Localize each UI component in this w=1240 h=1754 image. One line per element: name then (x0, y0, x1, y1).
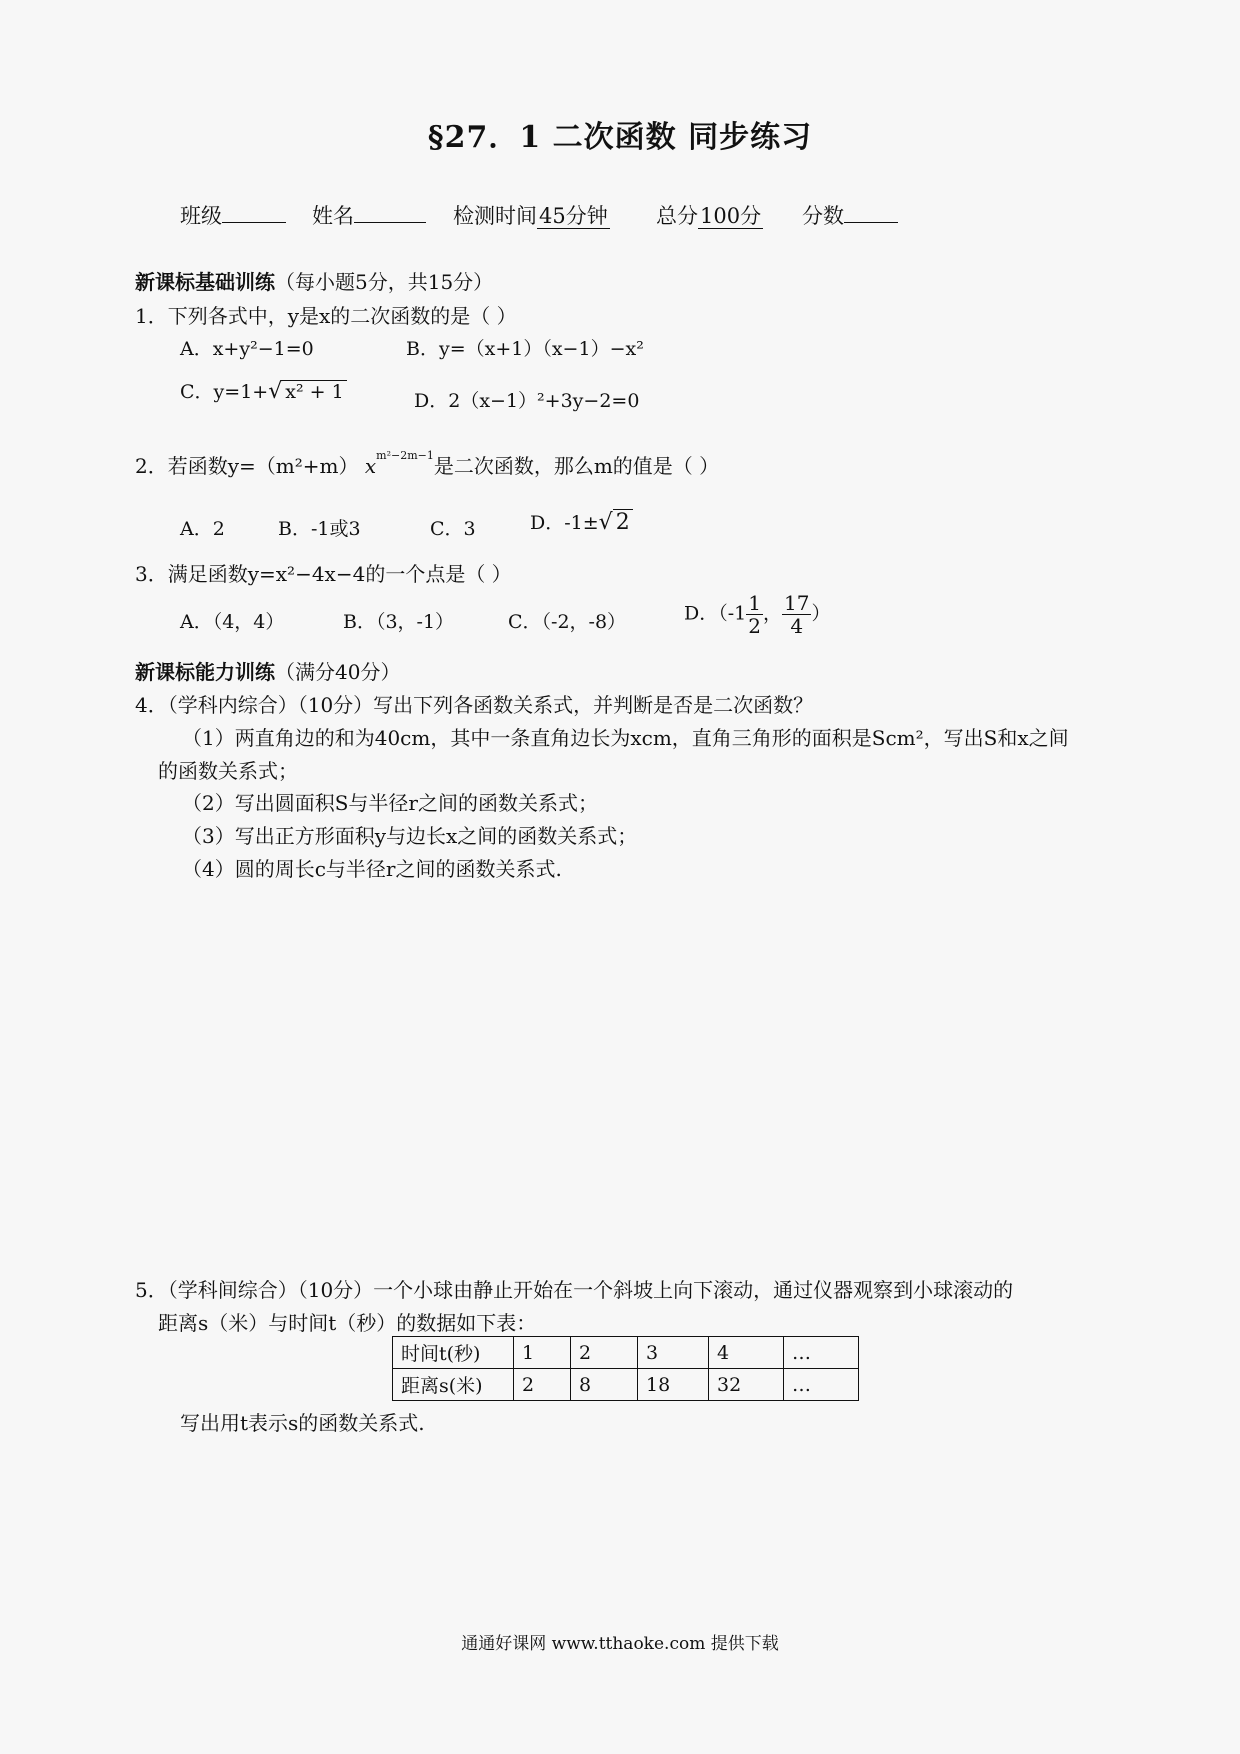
time-label: 检测时间 (453, 204, 537, 228)
question-4-part-4: （4）圆的周长c与半径r之间的函数关系式. (182, 857, 562, 881)
question-2-option-b: B．-1或3 (278, 518, 361, 540)
section-ability-title: 新课标能力训练 (135, 660, 275, 684)
section-basic-note: （每小题5分，共15分） (275, 270, 494, 294)
table-cell: 1 (514, 1337, 571, 1369)
question-4-part-1-line-2: 的函数关系式； (158, 759, 298, 783)
question-1-option-d: D．2（x−1）²+3y−2=0 (414, 390, 640, 412)
question-4-part-3: （3）写出正方形面积y与边长x之间的函数关系式； (182, 824, 638, 848)
fraction-seventeen-quarters (782, 592, 811, 637)
total-value: 100分 (700, 204, 762, 228)
time-value: 45分钟 (539, 204, 608, 228)
table-row-label: 距离s(米) (393, 1369, 514, 1401)
section-ability-note: （满分40分） (275, 660, 401, 684)
fraction-numerator: 1 (748, 591, 761, 615)
question-3-option-c: C．（-2，-8） (508, 611, 627, 633)
table-cell: 18 (638, 1369, 709, 1401)
section-ability-heading (135, 656, 400, 685)
question-2-stem-suffix: 是二次函数，那么m的值是（ ） (433, 454, 720, 478)
table-row-label: 时间t(秒) (393, 1337, 514, 1369)
page-title: §27．1 二次函数 同步练习 (427, 120, 813, 155)
question-3-option-d-open: D．（-1 (684, 602, 747, 625)
question-1-option-b: B．y=（x+1）（x−1）−x² (406, 338, 644, 360)
score-blank (844, 202, 898, 223)
total-field (656, 200, 763, 230)
question-2-option-d-prefix: D．-1± (530, 512, 599, 534)
table-cell: 2 (571, 1337, 638, 1369)
table-cell: 4 (709, 1337, 784, 1369)
question-2-option-d-radicand: 2 (613, 509, 633, 535)
question-5-stem-line-2: 距离s（米）与时间t（秒）的数据如下表： (158, 1311, 537, 1335)
question-1-option-c-prefix: C．y=1+ (180, 381, 269, 403)
question-2-stem (135, 450, 719, 479)
fraction-numerator: 17 (784, 591, 810, 615)
question-2-option-d (530, 508, 633, 535)
question-2-base: x (364, 454, 377, 478)
question-3-option-a: A．（4，4） (180, 611, 285, 633)
question-3-option-d (684, 592, 830, 637)
fraction-one-half (746, 592, 763, 637)
table-cell: … (784, 1369, 859, 1401)
table-row (393, 1337, 859, 1369)
question-1-option-a: A．x+y²−1=0 (180, 338, 314, 360)
sqrt-sign: √ (268, 379, 283, 404)
question-2-option-c: C．3 (430, 518, 476, 540)
name-field (312, 200, 426, 230)
name-label: 姓名 (312, 204, 354, 228)
class-blank (222, 202, 286, 223)
table-cell: … (784, 1337, 859, 1369)
score-field (802, 200, 898, 230)
section-basic-title: 新课标基础训练 (135, 270, 275, 294)
question-3-option-d-close: ） (811, 602, 831, 625)
total-label: 总分 (656, 204, 698, 228)
table-row (393, 1369, 859, 1401)
class-field (180, 200, 286, 230)
question-4-part-1-line-1: （1）两直角边的和为40cm，其中一条直角边长为xcm，直角三角形的面积是Scm²，写出S和x之间 (182, 726, 1069, 750)
question-1-option-c-radicand: x² + 1 (282, 380, 346, 403)
fraction-denominator: 2 (748, 614, 761, 638)
question-5-instruction: 写出用t表示s的函数关系式. (180, 1411, 425, 1435)
question-1-option-c (180, 377, 347, 404)
table-cell: 8 (571, 1369, 638, 1401)
question-3-option-b: B．（3，-1） (343, 611, 455, 633)
question-3-stem: 3．满足函数y=x²−4x−4的一个点是（ ） (135, 562, 512, 586)
page-footer: 通通好课网 www.tthaoke.com 提供下载 (461, 1634, 779, 1654)
question-4-part-2: （2）写出圆面积S与半径r之间的函数关系式； (182, 791, 598, 815)
question-2-exponent: m²−2m−1 (376, 449, 434, 462)
sqrt-sign: √ (598, 510, 613, 535)
question-3-option-d-sep: ， (762, 602, 782, 625)
question-4-stem: 4．（学科内综合）（10分）写出下列各函数关系式，并判断是否是二次函数？ (135, 693, 814, 717)
time-field (453, 200, 610, 230)
question-2-option-a: A．2 (180, 518, 225, 540)
question-2-stem-prefix: 2．若函数y=（m²+m） (135, 454, 359, 478)
fraction-denominator: 4 (790, 614, 804, 638)
table-cell: 2 (514, 1369, 571, 1401)
section-basic-heading (135, 266, 493, 295)
name-blank (354, 202, 426, 223)
class-label: 班级 (180, 204, 222, 228)
data-table (392, 1336, 859, 1401)
table-cell: 32 (709, 1369, 784, 1401)
score-label: 分数 (802, 204, 844, 228)
table-cell: 3 (638, 1337, 709, 1369)
question-1-stem: 1．下列各式中，y是x的二次函数的是（ ） (135, 304, 517, 328)
question-5-stem-line-1: 5．（学科间综合）（10分）一个小球由静止开始在一个斜坡上向下滚动，通过仪器观察到小球滚动的 (135, 1278, 1014, 1302)
